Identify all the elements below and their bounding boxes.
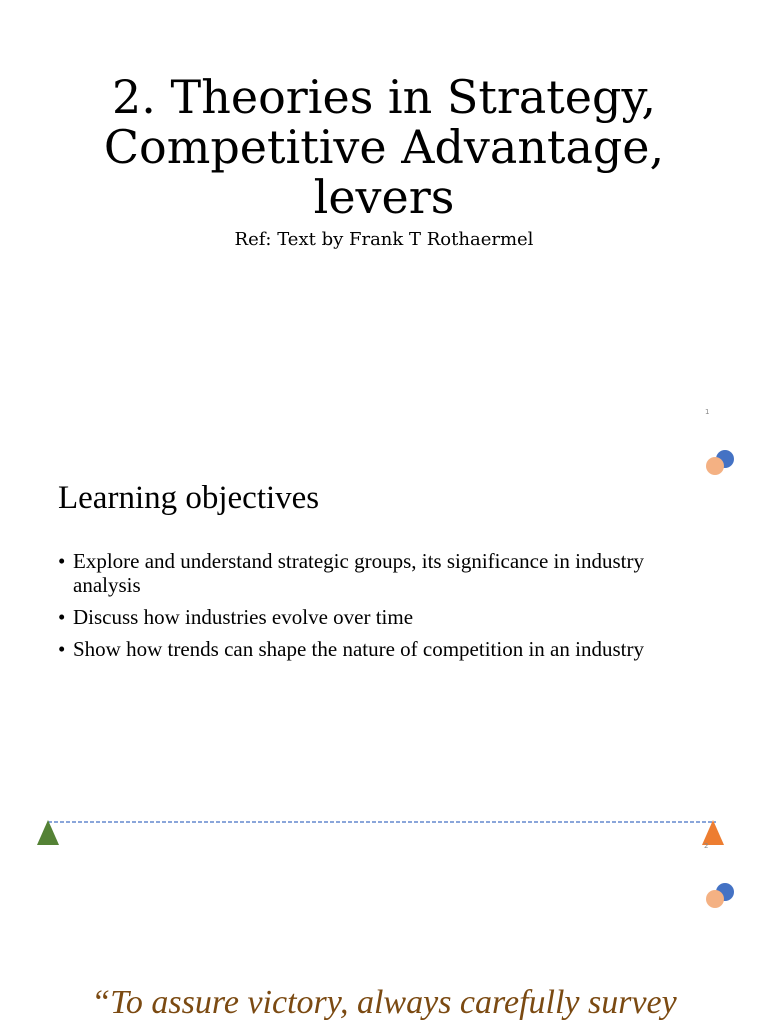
- list-item-text: Show how trends can shape the nature of competition in an industry: [73, 637, 644, 661]
- list-item-text: Explore and understand strategic groups, its significance in industry analysis: [73, 549, 644, 597]
- slide-subtitle: Ref: Text by Frank T Rothaermel: [234, 229, 534, 250]
- page-number: 2: [704, 842, 709, 850]
- peach-circle-icon: [706, 457, 724, 475]
- bullet-marker: •: [58, 605, 66, 629]
- slide-title: 2. Theories in Strategy, Competitive Advantage, levers: [103, 70, 665, 224]
- list-item: [58, 637, 708, 661]
- bullet-marker: •: [58, 637, 66, 661]
- page-number: 1: [705, 408, 710, 416]
- objectives-list: [58, 549, 708, 669]
- quote-text: “To assure victory, always carefully survey: [91, 984, 677, 1021]
- peach-circle-icon: [706, 890, 724, 908]
- list-item: [58, 605, 708, 629]
- section-heading: Learning objectives: [58, 480, 320, 516]
- list-item: [58, 549, 708, 597]
- green-triangle-icon: [37, 820, 59, 845]
- list-item-text: Discuss how industries evolve over time: [73, 605, 414, 629]
- timeline-divider: [36, 812, 736, 852]
- bullet-marker: •: [58, 549, 66, 573]
